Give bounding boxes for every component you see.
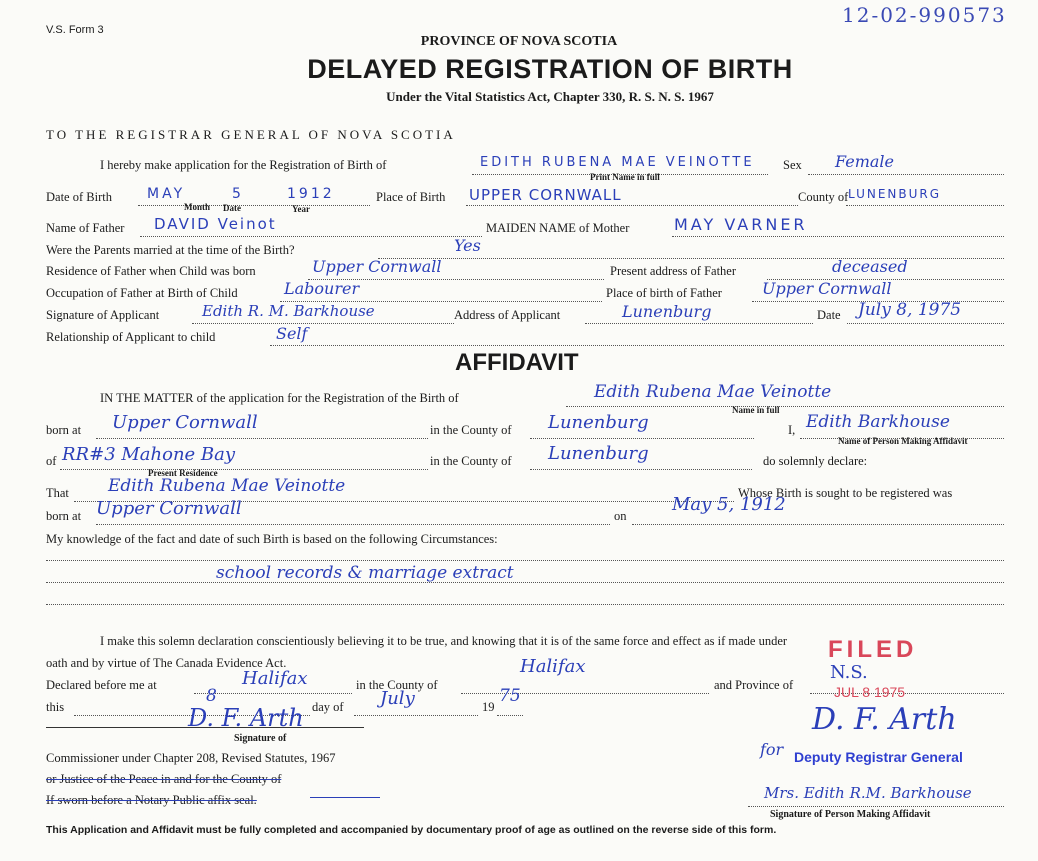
- county-line: [846, 205, 1004, 206]
- circumstances-line-1: [46, 560, 1004, 561]
- father-pob-label: Place of birth of Father: [606, 286, 722, 300]
- commissioner-signature: D. F. Arth: [188, 704, 304, 732]
- mother-value: MAY VARNER: [674, 215, 808, 234]
- signature-of-hint: Signature of: [234, 733, 287, 744]
- whose-birth-label: Whose Birth is sought to be registered was: [738, 486, 953, 500]
- born-at-label: born at: [46, 423, 82, 437]
- applicant-address-value: Lunenburg: [622, 302, 712, 321]
- applicant-signature-line: [192, 323, 454, 324]
- declared-at-label: Declared before me at: [46, 678, 157, 692]
- dob-line: [138, 205, 370, 206]
- print-name-hint: Print Name in full: [590, 172, 660, 182]
- month-line: [354, 715, 478, 716]
- in-county-value: Lunenburg: [548, 412, 649, 433]
- residence-county-value: Lunenburg: [548, 443, 649, 464]
- mother-line: [672, 236, 1004, 237]
- father-present-value: deceased: [832, 257, 908, 276]
- born-at-value: Upper Cornwall: [112, 412, 258, 433]
- residence-county-label: in the County of: [430, 454, 512, 468]
- applicant-signature: Edith R. M. Barkhouse: [202, 302, 375, 320]
- this-label: this: [46, 700, 65, 714]
- affiant-value: Edith Barkhouse: [806, 412, 950, 432]
- sex-label: Sex: [783, 158, 802, 172]
- father-present-label: Present address of Father: [610, 264, 737, 278]
- father-occupation-value: Labourer: [284, 279, 360, 298]
- relationship-line: [270, 345, 1004, 346]
- of-label: of: [46, 454, 57, 468]
- date-line: [847, 323, 1004, 324]
- knowledge-label: My knowledge of the fact and date of such Birth is based on the following Circumstances:: [46, 532, 498, 546]
- year-prefix: 19: [482, 700, 495, 714]
- married-value: Yes: [454, 236, 481, 255]
- filed-stamp: FILED: [828, 636, 918, 663]
- married-label: Were the Parents married at the time of the Birth?: [46, 243, 295, 257]
- applicant-address-label: Address of Applicant: [454, 308, 561, 322]
- matter-line: [566, 406, 1004, 407]
- place-label: Place of Birth: [376, 190, 446, 204]
- date-label: Date: [817, 308, 841, 322]
- date-hint: Date: [223, 203, 241, 213]
- father-residence-value: Upper Cornwall: [312, 257, 442, 276]
- dob-label: Date of Birth: [46, 190, 112, 204]
- place-line: [466, 205, 798, 206]
- year-suffix: 75: [499, 686, 521, 706]
- intro-label: I hereby make application for the Registration of Birth of: [100, 158, 387, 172]
- relationship-value: Self: [276, 324, 308, 343]
- day-of-label: day of: [312, 700, 344, 714]
- dob-year: 1912: [287, 186, 335, 202]
- declared-county-value: Halifax: [520, 656, 586, 677]
- born-at2-value: Upper Cornwall: [96, 498, 242, 519]
- year-line: [497, 715, 523, 716]
- for-note: for: [760, 740, 784, 759]
- registration-number: 12-02-990573: [842, 3, 1007, 27]
- born-on-line: [632, 524, 1004, 525]
- affidavit-heading: AFFIDAVIT: [455, 349, 579, 376]
- filed-date-stamp: JUL 8 1975: [834, 684, 906, 700]
- father-residence-label: Residence of Father when Child was born: [46, 264, 256, 278]
- declared-at-line: [194, 693, 352, 694]
- dob-month: MAY: [147, 186, 186, 202]
- father-label: Name of Father: [46, 221, 125, 235]
- on-label: on: [614, 509, 627, 523]
- applicant-address-line: [585, 323, 813, 324]
- matter-label: IN THE MATTER of the application for the Registration of the Birth of: [100, 391, 459, 405]
- deputy-registrar-stamp: Deputy Registrar General: [794, 749, 963, 765]
- affiant-sig-line: [748, 806, 1004, 807]
- day-value: 8: [206, 686, 217, 706]
- date-value: July 8, 1975: [858, 300, 962, 320]
- affiant-signature: Mrs. Edith R.M. Barkhouse: [764, 784, 972, 802]
- in-county-label: in the County of: [430, 423, 512, 437]
- in-county-line: [530, 438, 754, 439]
- father-line: [140, 236, 482, 237]
- sex-line: [808, 174, 1004, 175]
- commissioner-label: Commissioner under Chapter 208, Revised Statutes, 1967: [46, 751, 336, 765]
- circumstances-line-2: [46, 582, 1004, 583]
- sex-value: Female: [835, 152, 894, 171]
- form-subtitle: Under the Vital Statistics Act, Chapter 330, R. S. N. S. 1967: [386, 89, 714, 104]
- justice-label: or Justice of the Peace in and for the County of: [46, 772, 282, 786]
- residence-hint: Present Residence: [148, 468, 218, 478]
- county-label: County of: [798, 190, 849, 204]
- strike-extension: [310, 797, 380, 798]
- place-value: UPPER CORNWALL: [469, 186, 622, 204]
- father-pob-value: Upper Cornwall: [762, 279, 892, 298]
- registrar-signature: D. F. Arth: [812, 702, 957, 737]
- month-hint: Month: [184, 202, 211, 212]
- footer-note: This Application and Affidavit must be fully completed and accompanied by documentary proof of age as outlined on the reverse side of this form.: [46, 824, 777, 836]
- matter-name: Edith Rubena Mae Veinotte: [594, 382, 832, 402]
- form-code: V.S. Form 3: [46, 24, 104, 36]
- born-at2-label: born at: [46, 509, 82, 523]
- that-name: Edith Rubena Mae Veinotte: [108, 476, 346, 496]
- father-value: DAVID Veinot: [154, 215, 277, 233]
- i-label: I,: [788, 423, 796, 437]
- that-label: That: [46, 486, 69, 500]
- dob-day: 5: [232, 186, 244, 202]
- circumstances-line-3: [46, 604, 1004, 605]
- child-name-value: EDITH RUBENA MAE VEINOTTE: [480, 155, 755, 170]
- declared-county-label: in the County of: [356, 678, 438, 692]
- county-value: LUNENBURG: [848, 187, 942, 201]
- province-value: N.S.: [830, 662, 868, 683]
- name-full-hint: Name in full: [732, 405, 780, 415]
- declared-at-value: Halifax: [242, 668, 308, 689]
- born-at-line: [96, 438, 428, 439]
- residence-county-line: [530, 469, 752, 470]
- month-value: July: [380, 688, 415, 709]
- mother-label: MAIDEN NAME of Mother: [486, 221, 630, 235]
- circumstances-value: school records & marriage extract: [216, 563, 514, 583]
- residence-value: RR#3 Mahone Bay: [62, 444, 236, 465]
- father-occupation-label: Occupation of Father at Birth of Child: [46, 286, 238, 300]
- married-line: [378, 258, 1004, 259]
- residence-line: [60, 469, 428, 470]
- solemn-line-1: I make this solemn declaration conscientiously believing it to be true, and knowing that it is of the same force and effect as if made under: [100, 634, 788, 648]
- declare-label: do solemnly declare:: [763, 454, 868, 468]
- affiant-signature-hint: Signature of Person Making Affidavit: [770, 809, 931, 820]
- province-label: and Province of: [714, 678, 794, 692]
- notary-label: If sworn before a Notary Public affix seal.: [46, 793, 257, 807]
- addressee: TO THE REGISTRAR GENERAL OF NOVA SCOTIA: [46, 127, 456, 142]
- relationship-label: Relationship of Applicant to child: [46, 330, 216, 344]
- year-hint: Year: [292, 204, 310, 214]
- form-title: DELAYED REGISTRATION OF BIRTH: [307, 54, 793, 84]
- born-on-value: May 5, 1912: [672, 494, 786, 515]
- born-at2-line: [96, 524, 610, 525]
- province-heading: PROVINCE OF NOVA SCOTIA: [420, 34, 618, 49]
- solemn-line-2: oath and by virtue of The Canada Evidence Act.: [46, 656, 287, 670]
- affiant-hint: Name of Person Making Affidavit: [838, 436, 968, 446]
- applicant-signature-label: Signature of Applicant: [46, 308, 160, 322]
